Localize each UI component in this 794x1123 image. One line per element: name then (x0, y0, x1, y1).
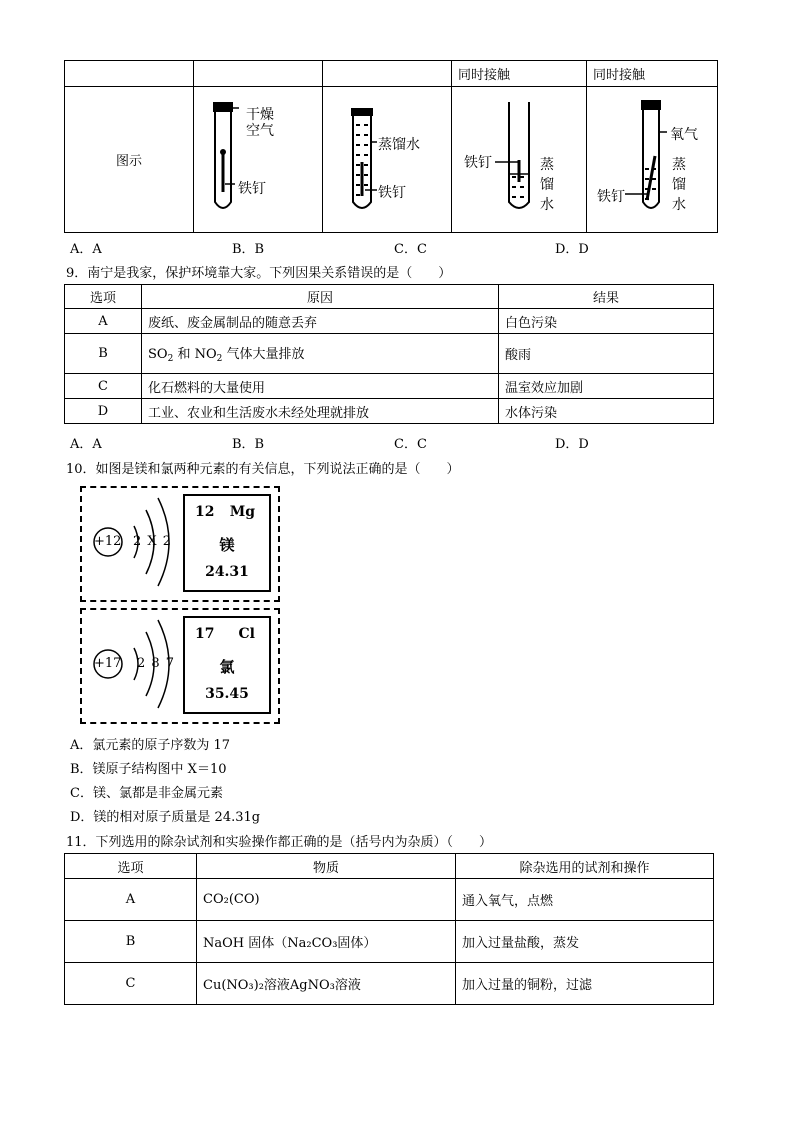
q9-row-option: A (65, 309, 142, 334)
tube3-label-2: 蒸 (540, 157, 554, 173)
q8-option-d[interactable]: D．D (555, 242, 589, 257)
mg-nucleus: +12 (94, 534, 122, 549)
table-row (65, 309, 714, 334)
q10-option-c[interactable]: C．镁、氯都是非金属元素 (70, 786, 223, 801)
q9-row-cause: 废纸、废金属制品的随意丢弃 (142, 309, 499, 334)
q9-stem: 9．南宁是我家，保护环境靠大家。下列因果关系错误的是（ ） (66, 266, 452, 281)
cl-name: 氯 (219, 658, 235, 676)
q9-header-cause: 原因 (142, 285, 499, 309)
tube4-label-3: 馏 (672, 177, 686, 193)
mg-name: 镁 (219, 536, 235, 554)
q10-option-a[interactable]: A．氯元素的原子序数为 17 (70, 738, 231, 753)
table-row (65, 963, 714, 1005)
q8-option-b[interactable]: B．B (232, 242, 265, 257)
table-row (65, 374, 714, 399)
tube4-label-1: 氧气 (670, 127, 698, 143)
mg-mass: 24.31 (205, 564, 249, 580)
table-row (65, 399, 714, 424)
table-row (65, 334, 714, 374)
mg-shells: 2 X 2 (133, 534, 173, 549)
q9-row-result: 水体污染 (499, 399, 714, 424)
q9-row-option: C (65, 374, 142, 399)
q9-row-cause: $SO_2$ 和 $NO_2$ 气体大量排放 (142, 334, 499, 374)
cl-atomic-number: 17 (195, 626, 215, 642)
q11-header-option: 选项 (65, 854, 197, 879)
q11-table (64, 853, 714, 1005)
q9-option-b[interactable]: B．B (232, 437, 265, 452)
q10-stem: 10．如图是镁和氯两种元素的有关信息，下列说法正确的是（ ） (66, 462, 460, 477)
q11-row-option: A (65, 879, 197, 921)
cl-symbol: Cl (238, 626, 255, 642)
q8-option-c[interactable]: C．C (394, 242, 427, 257)
mg-element-card (183, 494, 271, 592)
q9-row-result: 温室效应加剧 (499, 374, 714, 399)
q9-option-a[interactable]: A．A (70, 437, 102, 452)
q11-row-operation: 加入过量的铜粉，过滤 (456, 963, 714, 1005)
q8-option-a[interactable]: A．A (70, 242, 102, 257)
table-row (65, 879, 714, 921)
q9-option-d[interactable]: D．D (555, 437, 589, 452)
q9-row-cause: 化石燃料的大量使用 (142, 374, 499, 399)
q11-row-option: B (65, 921, 197, 963)
cl-element-card (183, 616, 271, 714)
tube4-label-5: 铁钉 (597, 189, 625, 205)
q9-row-result: 酸雨 (499, 334, 714, 374)
mg-symbol: Mg (229, 504, 255, 520)
cl-mass: 35.45 (205, 686, 249, 702)
q9-row-cause: 工业、农业和生活废水未经处理就排放 (142, 399, 499, 424)
tube-water-figure (325, 90, 453, 230)
q11-row-operation: 通入氧气，点燃 (456, 879, 714, 921)
q11-row-option: C (65, 963, 197, 1005)
q9-option-c[interactable]: C．C (394, 437, 427, 452)
tube2-label-1: 蒸馏水 (378, 137, 420, 153)
q11-header-operation: 除杂选用的试剂和操作 (456, 854, 714, 879)
tube3-label-4: 水 (540, 197, 554, 213)
table-row (65, 921, 714, 963)
tube4-label-2: 蒸 (672, 157, 686, 173)
q11-row-substance: NaOH 固体（Na₂CO₃固体） (197, 921, 456, 963)
cl-nucleus: +17 (94, 656, 122, 671)
tube2-label-2: 铁钉 (378, 185, 406, 201)
tube1-label-1: 干燥 (246, 107, 274, 123)
q11-row-operation: 加入过量盐酸，蒸发 (456, 921, 714, 963)
q9-header-option: 选项 (65, 285, 142, 309)
tube4-label-4: 水 (672, 197, 686, 213)
q9-row-option: B (65, 334, 142, 374)
q9-row-option: D (65, 399, 142, 424)
q8-col4-head: 同时接触 (452, 61, 587, 87)
q10-option-b[interactable]: B．镁原子结构图中 X＝10 (70, 762, 227, 777)
q11-stem: 11．下列选用的除杂试剂和实验操作都正确的是（括号内为杂质）（ ） (66, 835, 493, 850)
tube1-label-3: 铁钉 (238, 181, 266, 197)
tube3-label-3: 馏 (540, 177, 554, 193)
q11-row-substance: Cu(NO₃)₂溶液AgNO₃溶液 (197, 963, 456, 1005)
mg-atomic-number: 12 (195, 504, 215, 520)
q9-row-result: 白色污染 (499, 309, 714, 334)
q8-row-header: 图示 (65, 87, 194, 233)
q11-header-substance: 物质 (197, 854, 456, 879)
tube1-label-2: 空气 (246, 123, 274, 139)
q9-table (64, 284, 714, 424)
q8-col5-head: 同时接触 (587, 61, 718, 87)
q11-row-substance: CO₂(CO) (197, 879, 456, 921)
q9-header-result: 结果 (499, 285, 714, 309)
tube3-label-1: 铁钉 (464, 155, 492, 171)
tube-oxygen-water-figure (585, 90, 717, 230)
cl-shells: 2 8 7 (137, 656, 176, 671)
q10-option-d[interactable]: D．镁的相对原子质量是 24.31g (70, 810, 261, 825)
